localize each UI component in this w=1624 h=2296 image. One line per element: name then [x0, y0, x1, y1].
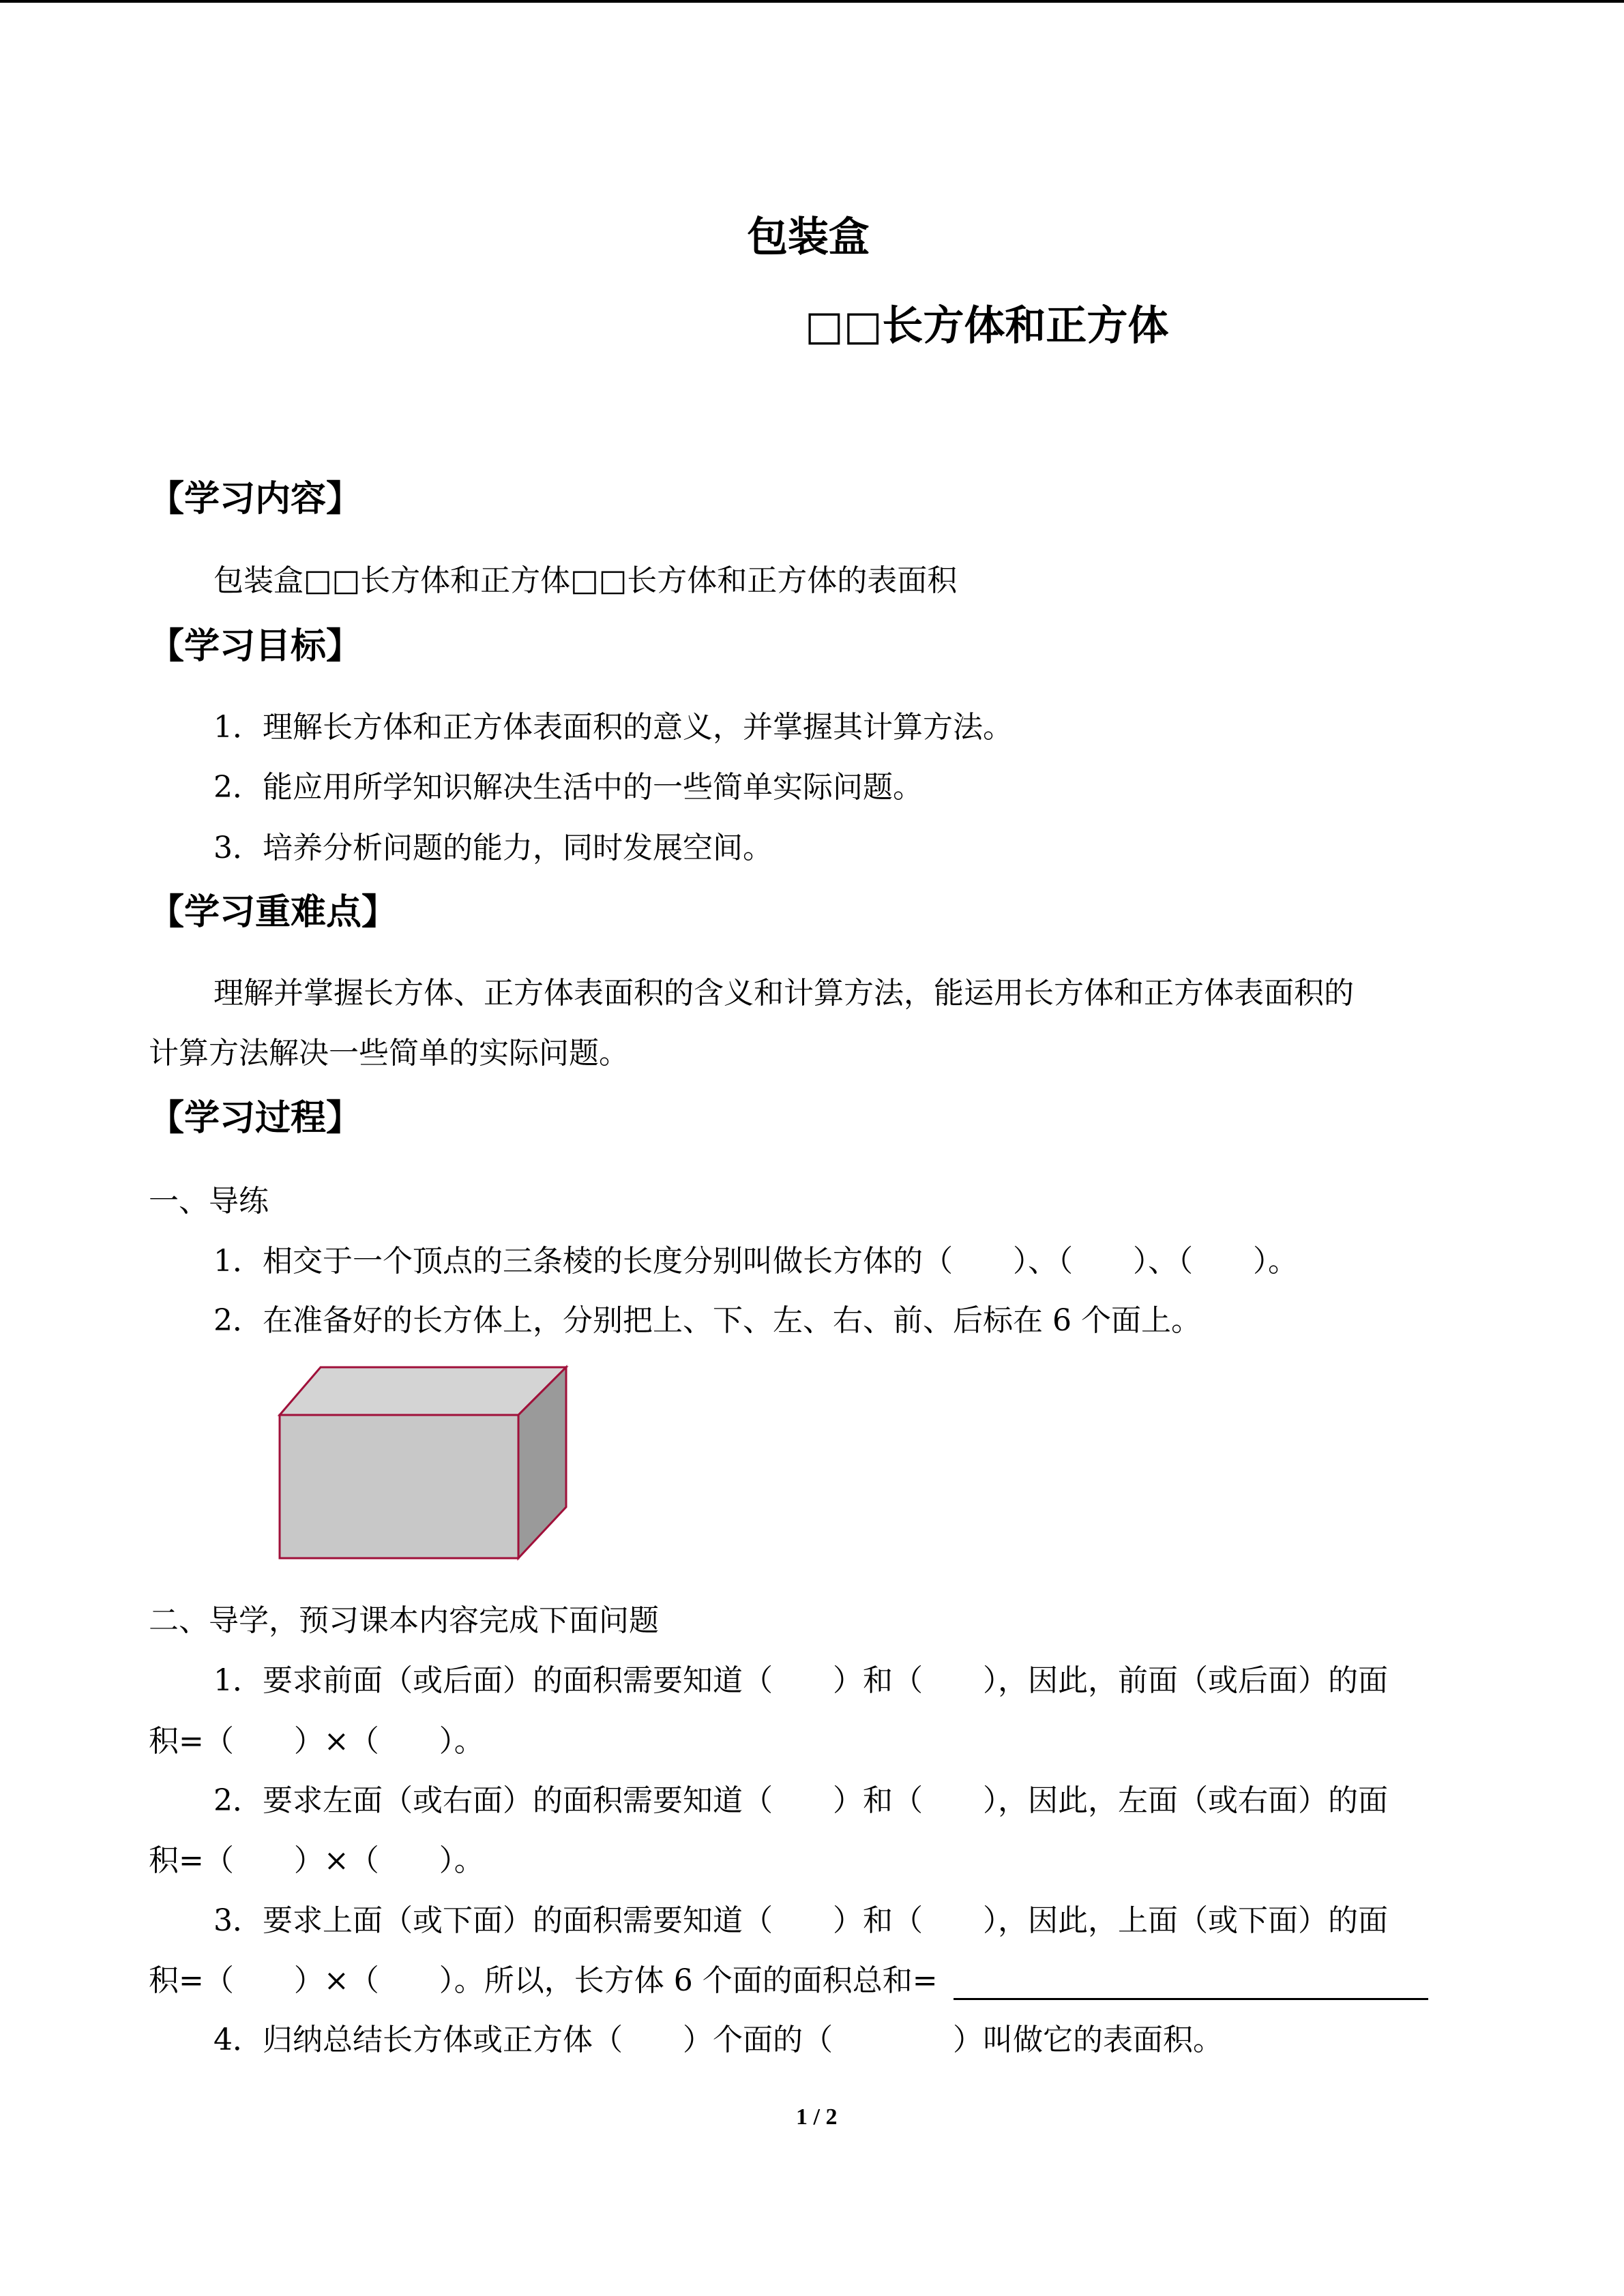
part2-question-2-line-1: 2．要求左面（或右面）的面积需要知道（ ）和（ ），因此，左面（或右面）的面	[213, 1783, 1388, 1818]
cuboid-top-face	[280, 1367, 566, 1415]
section-heading-process: 【学习过程】	[149, 1098, 362, 1139]
cuboid-front-face	[280, 1415, 518, 1558]
part1-question-1: 1．相交于一个顶点的三条棱的长度分别叫做长方体的（ ）、（ ）、（ ）。	[213, 1244, 1298, 1279]
part1-question-2: 2．在准备好的长方体上，分别把上、下、左、右、前、后标在 6 个面上。	[213, 1303, 1201, 1338]
part1-title: 一、导练	[149, 1184, 269, 1219]
answer-blank-line[interactable]	[954, 1998, 1428, 2000]
part2-question-1-line-1: 1．要求前面（或后面）的面积需要知道（ ）和（ ），因此，前面（或后面）的面	[213, 1663, 1388, 1698]
page-title: 包装盒	[747, 213, 870, 261]
part2-question-3-line-2: 积=（ ）×（ ）。所以，长方体 6 个面的面积总和=	[149, 1963, 938, 1998]
part2-question-3-line-1: 3．要求上面（或下面）的面积需要知道（ ）和（ ），因此，上面（或下面）的面	[213, 1903, 1388, 1938]
goal-item-1: 1．理解长方体和正方体表面积的意义，并掌握其计算方法。	[213, 710, 1013, 745]
content-text: 包装盒□□长方体和正方体□□长方体和正方体的表面积	[213, 563, 958, 598]
goal-item-3: 3．培养分析问题的能力，同时发展空间。	[213, 831, 773, 865]
page-top-border	[0, 0, 1624, 3]
page-subtitle: □□长方体和正方体	[805, 302, 1169, 350]
part2-question-4: 4．归纳总结长方体或正方体（ ）个面的（ ）叫做它的表面积。	[213, 2023, 1223, 2057]
key-points-line-1: 理解并掌握长方体、正方体表面积的含义和计算方法，能运用长方体和正方体表面积的	[213, 976, 1354, 1011]
section-heading-key-points: 【学习重难点】	[149, 892, 398, 933]
section-heading-goals: 【学习目标】	[149, 626, 362, 667]
cuboid-figure	[273, 1360, 573, 1565]
page-number: 1 / 2	[796, 2104, 838, 2130]
key-points-line-2: 计算方法解决一些简单的实际问题。	[149, 1036, 629, 1071]
part2-question-1-line-2: 积=（ ）×（ ）。	[149, 1724, 484, 1759]
goal-item-2: 2．能应用所学知识解决生活中的一些简单实际问题。	[213, 770, 923, 805]
part2-title: 二、导学，预习课本内容完成下面问题	[149, 1603, 659, 1638]
section-heading-content: 【学习内容】	[149, 479, 362, 520]
part2-question-2-line-2: 积=（ ）×（ ）。	[149, 1843, 484, 1878]
